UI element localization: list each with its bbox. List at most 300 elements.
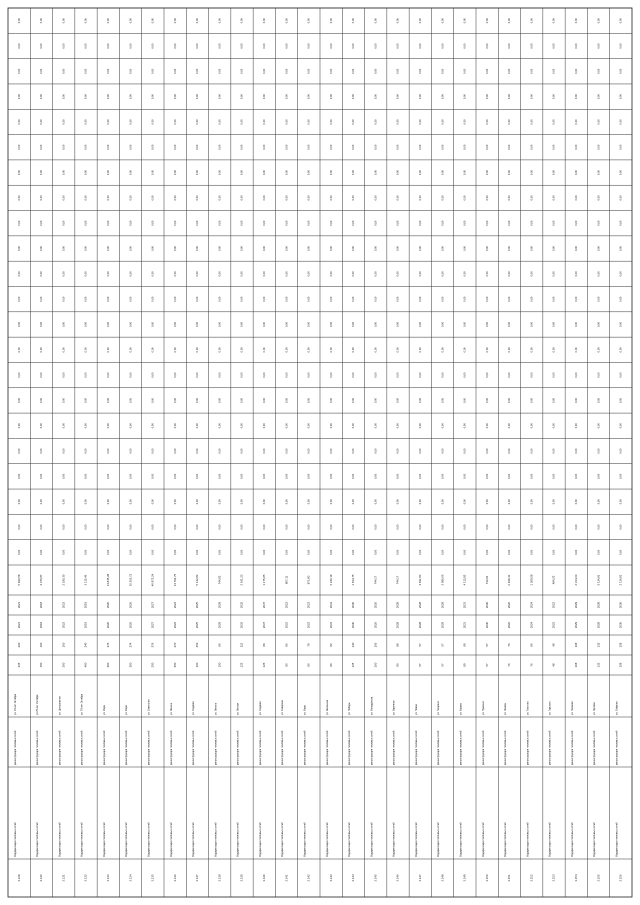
- table-cell-descr: реконструкция тепловых сетей: [370, 730, 374, 765]
- table-cell-cost: 5 132,82: [195, 574, 200, 586]
- table-cell-value: 0,00: [396, 473, 400, 479]
- table-cell-value: 0,00: [374, 524, 378, 530]
- table-cell-diam: 125: [262, 662, 267, 668]
- table-cell-value: 0,00: [374, 94, 378, 100]
- table-cell-type: Модернизация тепловых сетей: [615, 822, 619, 857]
- table-cell-yr1: 2029: [440, 621, 445, 629]
- table-cell-type: Модернизация тепловых сетей: [504, 822, 508, 857]
- table-cell-value: 0,00: [307, 423, 311, 429]
- table-cell-value: 0,00: [352, 448, 356, 454]
- table-cell-value: 0,00: [151, 195, 155, 201]
- table-cell-value: 0,00: [552, 524, 556, 530]
- table-cell-value: 0,00: [173, 499, 177, 505]
- table-cell-value: 0,00: [418, 372, 422, 378]
- table-cell-descr: реконструкция тепловых сетей: [13, 730, 17, 765]
- table-cell-value: 0,00: [463, 170, 467, 176]
- table-cell-value: 0,00: [40, 144, 44, 150]
- table-cell-value: 0,00: [285, 220, 289, 226]
- table-cell-addr: ул. Горького: [548, 701, 552, 715]
- table-cell-value: 0,00: [574, 68, 578, 74]
- table-cell-type: Модернизация тепловых сетей: [36, 822, 40, 857]
- table-cell-value: 0,00: [329, 473, 333, 479]
- table-cell-value: 0,00: [352, 499, 356, 505]
- table-cell-value: 0,00: [307, 372, 311, 378]
- table-cell-value: 0,00: [597, 321, 601, 328]
- table-cell-value: 0,00: [151, 94, 155, 100]
- table-cell-value: 0,00: [40, 423, 44, 429]
- table-cell-value: 0,00: [574, 43, 578, 49]
- table-cell-value: 0,00: [196, 347, 200, 353]
- table-cell-type: Модернизация тепловых сетей: [414, 822, 418, 857]
- table-cell-value: 0,00: [129, 524, 133, 530]
- table-cell-value: 0,00: [597, 68, 601, 74]
- table-cell-value: 0,00: [374, 18, 378, 24]
- table-cell-value: 0,00: [240, 499, 244, 505]
- table-cell-type: Модернизация тепловых сетей: [348, 822, 352, 857]
- table-cell-value: 0,00: [173, 220, 177, 226]
- table-cell-len: 76: [507, 643, 512, 647]
- table-cell-value: 0,00: [106, 18, 110, 24]
- table-cell-value: 0,00: [84, 220, 88, 226]
- table-cell-cost: 5 930,58: [16, 574, 21, 586]
- table-cell-value: 0,00: [508, 499, 512, 505]
- table-cell-value: 0,00: [262, 195, 266, 201]
- table-cell-value: 0,00: [173, 347, 177, 353]
- table-cell-value: 0,00: [530, 296, 534, 302]
- table-cell-value: 0,00: [151, 499, 155, 505]
- table-cell-value: 0,00: [84, 94, 88, 100]
- table-cell-value: 0,00: [441, 170, 445, 176]
- table-cell-value: 0,00: [530, 119, 534, 125]
- table-cell-value: 0,00: [463, 119, 467, 125]
- table-cell-yr2: 2018: [39, 601, 44, 609]
- table-cell-value: 0,00: [441, 347, 445, 353]
- table-cell-yr2: 2023: [306, 601, 311, 609]
- table-cell-cost: 14 835,28: [106, 573, 111, 587]
- table-cell-descr: реконструкция тепловых сетей: [615, 730, 619, 765]
- table-cell-value: 0,00: [552, 372, 556, 378]
- table-cell-value: 0,00: [463, 144, 467, 150]
- table-cell-addr: ул. Луговая: [593, 702, 597, 715]
- table-cell-value: 0,00: [40, 119, 44, 125]
- table-cell-value: 0,00: [441, 372, 445, 378]
- table-cell-value: 0,00: [151, 220, 155, 226]
- table-cell-len: 374: [128, 642, 133, 648]
- table-cell-value: 0,00: [552, 195, 556, 201]
- table-cell-descr: реконструкция тепловых сетей: [192, 730, 196, 765]
- table-cell-value: 0,00: [196, 94, 200, 100]
- table-cell-value: 0,00: [129, 170, 133, 176]
- table-cell-value: 0,00: [240, 423, 244, 429]
- table-cell-value: 0,00: [329, 271, 333, 277]
- table-cell-value: 0,00: [285, 195, 289, 201]
- table-cell-value: 0,00: [508, 245, 512, 252]
- table-cell-value: 0,00: [151, 321, 155, 328]
- table-cell-diam: 76: [529, 663, 534, 667]
- table-cell-yr2: 2037: [262, 601, 267, 609]
- table-cell-value: 0,00: [307, 68, 311, 74]
- table-cell-value: 0,00: [84, 18, 88, 24]
- table-cell-value: 0,00: [262, 18, 266, 24]
- table-cell-value: 0,00: [307, 448, 311, 454]
- table-cell-value: 0,00: [62, 144, 66, 150]
- table-cell-value: 0,00: [84, 397, 88, 403]
- table-cell-value: 0,00: [485, 170, 489, 176]
- table-cell-value: 0,00: [396, 321, 400, 328]
- table-cell-yr1: 2030: [618, 621, 623, 629]
- table-cell-value: 0,00: [418, 499, 422, 505]
- table-cell-value: 0,00: [262, 170, 266, 176]
- table-cell-value: 0,00: [196, 43, 200, 49]
- table-cell-type: Модернизация тепловых сетей: [370, 822, 374, 857]
- table-cell-value: 0,00: [285, 245, 289, 252]
- table-cell-value: 0,00: [218, 473, 222, 479]
- table-cell-value: 0,00: [441, 245, 445, 252]
- table-cell-no: 3.140: [262, 874, 267, 882]
- table-cell-descr: реконструкция тепловых сетей: [258, 730, 262, 765]
- table-cell-value: 0,00: [240, 296, 244, 302]
- table-cell-type: Модернизация тепловых сетей: [526, 822, 530, 857]
- table-cell-value: 0,00: [129, 423, 133, 429]
- table-cell-yr1: 2029: [217, 621, 222, 629]
- table-cell-value: 0,00: [40, 220, 44, 226]
- table-cell-value: 0,00: [374, 68, 378, 74]
- table-cell-value: 0,00: [218, 499, 222, 505]
- table-cell-len: 89: [462, 643, 467, 647]
- table-cell-value: 0,00: [418, 473, 422, 479]
- table-cell-value: 0,00: [463, 549, 467, 555]
- table-cell-no: 3.145: [373, 874, 378, 882]
- table-cell-value: 0,00: [151, 473, 155, 479]
- table-cell-value: 0,00: [463, 473, 467, 479]
- table-cell-value: 0,00: [240, 271, 244, 277]
- table-cell-value: 0,00: [218, 524, 222, 530]
- table-cell-value: 0,00: [40, 43, 44, 49]
- table-cell-type: Модернизация тепловых сетей: [481, 822, 485, 857]
- table-cell-value: 0,00: [352, 372, 356, 378]
- table-cell-value: 0,00: [352, 68, 356, 74]
- table-cell-value: 0,00: [106, 524, 110, 530]
- table-cell-value: 0,00: [530, 68, 534, 74]
- table-cell-value: 0,00: [129, 549, 133, 555]
- table-cell-value: 0,00: [374, 397, 378, 403]
- table-cell-addr: ул. Ленина: [214, 702, 218, 715]
- table-cell-value: 0,00: [441, 94, 445, 100]
- table-cell-value: 0,00: [262, 423, 266, 429]
- table-cell-len: 112: [239, 642, 244, 648]
- table-cell-len: 376: [106, 642, 111, 648]
- table-cell-value: 0,00: [396, 524, 400, 530]
- table-cell-value: 0,00: [530, 94, 534, 100]
- table-cell-value: 0,00: [40, 372, 44, 378]
- table-cell-yr1: 2023: [306, 621, 311, 629]
- table-cell-value: 0,00: [17, 220, 21, 226]
- table-cell-value: 0,00: [619, 195, 623, 201]
- table-cell-value: 0,00: [619, 119, 623, 125]
- table-cell-value: 0,00: [508, 549, 512, 555]
- table-cell-value: 0,00: [508, 372, 512, 378]
- table-cell-value: 0,00: [173, 170, 177, 176]
- table-cell-type: Модернизация тепловых сетей: [303, 822, 307, 857]
- table-cell-value: 0,00: [374, 170, 378, 176]
- table-cell-value: 0,00: [619, 372, 623, 378]
- table-cell-value: 0,00: [441, 18, 445, 24]
- table-cell-value: 0,00: [40, 94, 44, 100]
- table-cell-value: 0,00: [552, 119, 556, 125]
- table-cell-len: 89: [262, 643, 267, 647]
- table-cell-value: 0,00: [84, 524, 88, 530]
- table-cell-no: 3.141: [284, 874, 289, 882]
- table-cell-value: 0,00: [17, 397, 21, 403]
- table-cell-yr1: 2020: [106, 621, 111, 629]
- table-cell-value: 0,00: [508, 448, 512, 454]
- table-cell-no: 3.148: [440, 874, 445, 882]
- table-cell-value: 0,00: [574, 220, 578, 226]
- table-cell-value: 0,00: [352, 423, 356, 429]
- table-cell-value: 0,00: [40, 397, 44, 403]
- table-cell-value: 0,00: [106, 499, 110, 505]
- table-cell-value: 0,00: [597, 397, 601, 403]
- table-cell-value: 0,00: [463, 220, 467, 226]
- table-cell-value: 0,00: [240, 94, 244, 100]
- table-cell-value: 0,00: [285, 296, 289, 302]
- table-cell-value: 0,00: [106, 245, 110, 252]
- table-cell-value: 0,00: [352, 220, 356, 226]
- table-cell-diam: 57: [418, 663, 423, 667]
- table-cell-value: 0,00: [396, 423, 400, 429]
- table-cell-cost: 744,92: [217, 575, 222, 585]
- table-cell-value: 0,00: [574, 94, 578, 100]
- table-cell-value: 0,00: [552, 271, 556, 277]
- table-cell-value: 0,00: [196, 271, 200, 277]
- table-cell-value: 0,00: [418, 296, 422, 302]
- table-cell-cost: 743,91: [484, 575, 489, 585]
- table-cell-value: 0,00: [240, 68, 244, 74]
- table-cell-addr: ул. Новая: [414, 704, 418, 715]
- table-cell-yr1: 2037: [262, 621, 267, 629]
- table-cell-yr2: 2019: [83, 601, 88, 609]
- table-cell-value: 0,00: [173, 195, 177, 201]
- table-cell-addr: ул. Мира: [102, 705, 106, 715]
- table-cell-value: 0,00: [485, 347, 489, 353]
- table-cell-descr: реконструкция тепловых сетей: [303, 730, 307, 765]
- table-cell-cost: 10 302,72: [128, 573, 133, 587]
- table-cell-no: 3.138: [217, 874, 222, 882]
- table-cell-no: 3.131: [61, 874, 66, 882]
- table-cell-value: 0,00: [552, 296, 556, 302]
- table-cell-value: 0,00: [508, 220, 512, 226]
- table-cell-yr1: 2026: [373, 621, 378, 629]
- table-cell-value: 0,00: [218, 372, 222, 378]
- table-cell-value: 0,00: [62, 347, 66, 353]
- table-cell-value: 0,00: [396, 68, 400, 74]
- table-cell-value: 0,00: [552, 321, 556, 328]
- table-cell-diam: 100: [195, 662, 200, 668]
- table-cell-value: 0,00: [151, 296, 155, 302]
- table-cell-value: 0,00: [285, 18, 289, 24]
- table-cell-value: 0,00: [374, 119, 378, 125]
- table-cell-value: 0,00: [530, 321, 534, 328]
- table-cell-len: 79: [306, 643, 311, 647]
- table-cell-value: 0,00: [307, 18, 311, 24]
- table-cell-value: 0,00: [240, 18, 244, 24]
- table-cell-value: 0,00: [418, 170, 422, 176]
- table-cell-descr: реконструкция тепловых сетей: [481, 730, 485, 765]
- table-cell-value: 0,00: [285, 170, 289, 176]
- table-cell-type: Модернизация тепловых сетей: [325, 822, 329, 857]
- table-cell-value: 0,00: [619, 296, 623, 302]
- table-cell-cost: 3 096,05: [440, 574, 445, 586]
- table-cell-no: 3.143: [328, 874, 333, 882]
- table-cell-diam: 400: [106, 662, 111, 668]
- table-cell-cost: 4 113,95: [462, 574, 467, 586]
- table-cell-value: 0,00: [307, 220, 311, 226]
- table-cell-value: 0,00: [17, 423, 21, 429]
- table-cell-value: 0,00: [597, 423, 601, 429]
- table-cell-value: 0,00: [619, 321, 623, 328]
- table-cell-value: 0,00: [218, 43, 222, 49]
- table-cell-value: 0,00: [218, 347, 222, 353]
- table-cell-cost: 5 114,81: [596, 574, 601, 586]
- table-cell-value: 0,00: [262, 94, 266, 100]
- table-cell-value: 0,00: [329, 18, 333, 24]
- table-cell-value: 0,00: [129, 372, 133, 378]
- table-cell-value: 0,00: [40, 296, 44, 302]
- table-cell-value: 0,00: [619, 271, 623, 277]
- table-cell-value: 0,00: [329, 144, 333, 150]
- table-cell-value: 0,00: [619, 347, 623, 353]
- table-cell-cost: 807,11: [284, 575, 289, 585]
- table-cell-cost: 2 314,63: [574, 574, 579, 586]
- table-cell-value: 0,00: [129, 18, 133, 24]
- table-cell-value: 0,00: [352, 18, 356, 24]
- table-cell-value: 0,00: [40, 271, 44, 277]
- table-cell-value: 0,00: [329, 524, 333, 530]
- table-cell-value: 0,00: [508, 170, 512, 176]
- table-cell-value: 0,00: [262, 499, 266, 505]
- table-cell-value: 0,00: [307, 144, 311, 150]
- table-cell-value: 0,00: [597, 473, 601, 479]
- table-cell-value: 0,00: [552, 448, 556, 454]
- table-cell-value: 0,00: [240, 448, 244, 454]
- table-cell-value: 0,00: [374, 43, 378, 49]
- table-cell-cost: 871,80: [306, 575, 311, 585]
- table-cell-value: 0,00: [574, 170, 578, 176]
- table-cell-value: 0,00: [196, 296, 200, 302]
- table-cell-value: 0,00: [84, 68, 88, 74]
- table-cell-value: 0,00: [619, 144, 623, 150]
- table-cell-value: 0,00: [508, 43, 512, 49]
- table-cell-no: 3.133: [106, 874, 111, 882]
- table-cell-value: 0,00: [173, 271, 177, 277]
- table-cell-value: 0,00: [17, 499, 21, 505]
- table-cell-value: 0,00: [441, 549, 445, 555]
- table-cell-value: 0,00: [40, 524, 44, 530]
- table-cell-value: 0,00: [352, 144, 356, 150]
- table-cell-descr: реконструкция тепловых сетей: [325, 730, 329, 765]
- table-cell-yr2: 2026: [373, 601, 378, 609]
- table-cell-value: 0,00: [40, 347, 44, 353]
- table-cell-value: 0,00: [151, 448, 155, 454]
- table-cell-value: 0,00: [352, 195, 356, 201]
- table-cell-value: 0,00: [418, 245, 422, 252]
- table-cell-value: 0,00: [396, 549, 400, 555]
- table-cell-value: 0,00: [463, 195, 467, 201]
- table-cell-descr: реконструкция тепловых сетей: [80, 730, 84, 765]
- table-cell-yr1: 2023: [61, 621, 66, 629]
- table-cell-value: 0,00: [329, 549, 333, 555]
- table-cell-value: 0,00: [619, 220, 623, 226]
- table-cell-type: Модернизация тепловых сетей: [169, 822, 173, 857]
- table-cell-value: 0,00: [307, 94, 311, 100]
- table-cell-value: 0,00: [441, 119, 445, 125]
- table-cell-value: 0,00: [352, 473, 356, 479]
- table-cell-addr: ул. Заречная: [392, 700, 396, 715]
- table-cell-len: 106: [373, 642, 378, 648]
- table-cell-value: 0,00: [597, 271, 601, 277]
- table-cell-value: 0,00: [62, 271, 66, 277]
- table-cell-value: 0,00: [17, 372, 21, 378]
- table-cell-yr2: 2026: [128, 601, 133, 609]
- table-cell-value: 0,00: [463, 423, 467, 429]
- table-cell-value: 0,00: [262, 473, 266, 479]
- table-cell-value: 0,00: [530, 448, 534, 454]
- table-cell-value: 0,00: [396, 119, 400, 125]
- table-cell-value: 0,00: [352, 321, 356, 328]
- table-cell-addr: ул. Толстого: [526, 701, 530, 715]
- table-cell-value: 0,00: [374, 448, 378, 454]
- table-cell-value: 0,00: [574, 397, 578, 403]
- table-cell-value: 0,00: [441, 195, 445, 201]
- table-cell-value: 0,00: [619, 43, 623, 49]
- table-cell-value: 0,00: [619, 448, 623, 454]
- table-cell-yr2: 2030: [484, 601, 489, 609]
- table-cell-value: 0,00: [530, 271, 534, 277]
- table-cell-value: 0,00: [418, 94, 422, 100]
- table-cell-value: 0,00: [262, 271, 266, 277]
- table-cell-value: 0,00: [619, 397, 623, 403]
- table-cell-value: 0,00: [17, 43, 21, 49]
- table-cell-value: 0,00: [418, 397, 422, 403]
- table-cell-value: 0,00: [352, 397, 356, 403]
- table-cell-yr1: 2018: [39, 621, 44, 629]
- table-cell-value: 0,00: [240, 144, 244, 150]
- table-cell-value: 0,00: [151, 245, 155, 252]
- table-cell-len: 130: [351, 642, 356, 648]
- table-cell-addr: ул. Победы: [348, 702, 352, 715]
- table-cell-value: 0,00: [106, 144, 110, 150]
- table-cell-value: 0,00: [418, 43, 422, 49]
- table-cell-value: 0,00: [129, 245, 133, 252]
- table-cell-diam: 250: [172, 662, 177, 668]
- table-cell-value: 0,00: [530, 397, 534, 403]
- table-cell-yr2: 2024: [529, 601, 534, 609]
- table-cell-no: 3.132: [83, 874, 88, 882]
- table-cell-value: 0,00: [240, 473, 244, 479]
- table-cell-type: Модернизация тепловых сетей: [80, 822, 84, 857]
- table-cell-value: 0,00: [285, 524, 289, 530]
- table-cell-descr: реконструкция тепловых сетей: [236, 730, 240, 765]
- table-cell-value: 0,00: [597, 43, 601, 49]
- table-cell-value: 0,00: [574, 423, 578, 429]
- table-cell-value: 0,00: [463, 321, 467, 328]
- table-cell-len: 133: [596, 642, 601, 648]
- table-cell-value: 0,00: [329, 220, 333, 226]
- table-cell-value: 0,00: [218, 448, 222, 454]
- table-cell-len: 100: [61, 642, 66, 648]
- table-cell-value: 0,00: [619, 499, 623, 505]
- table-cell-value: 0,00: [285, 271, 289, 277]
